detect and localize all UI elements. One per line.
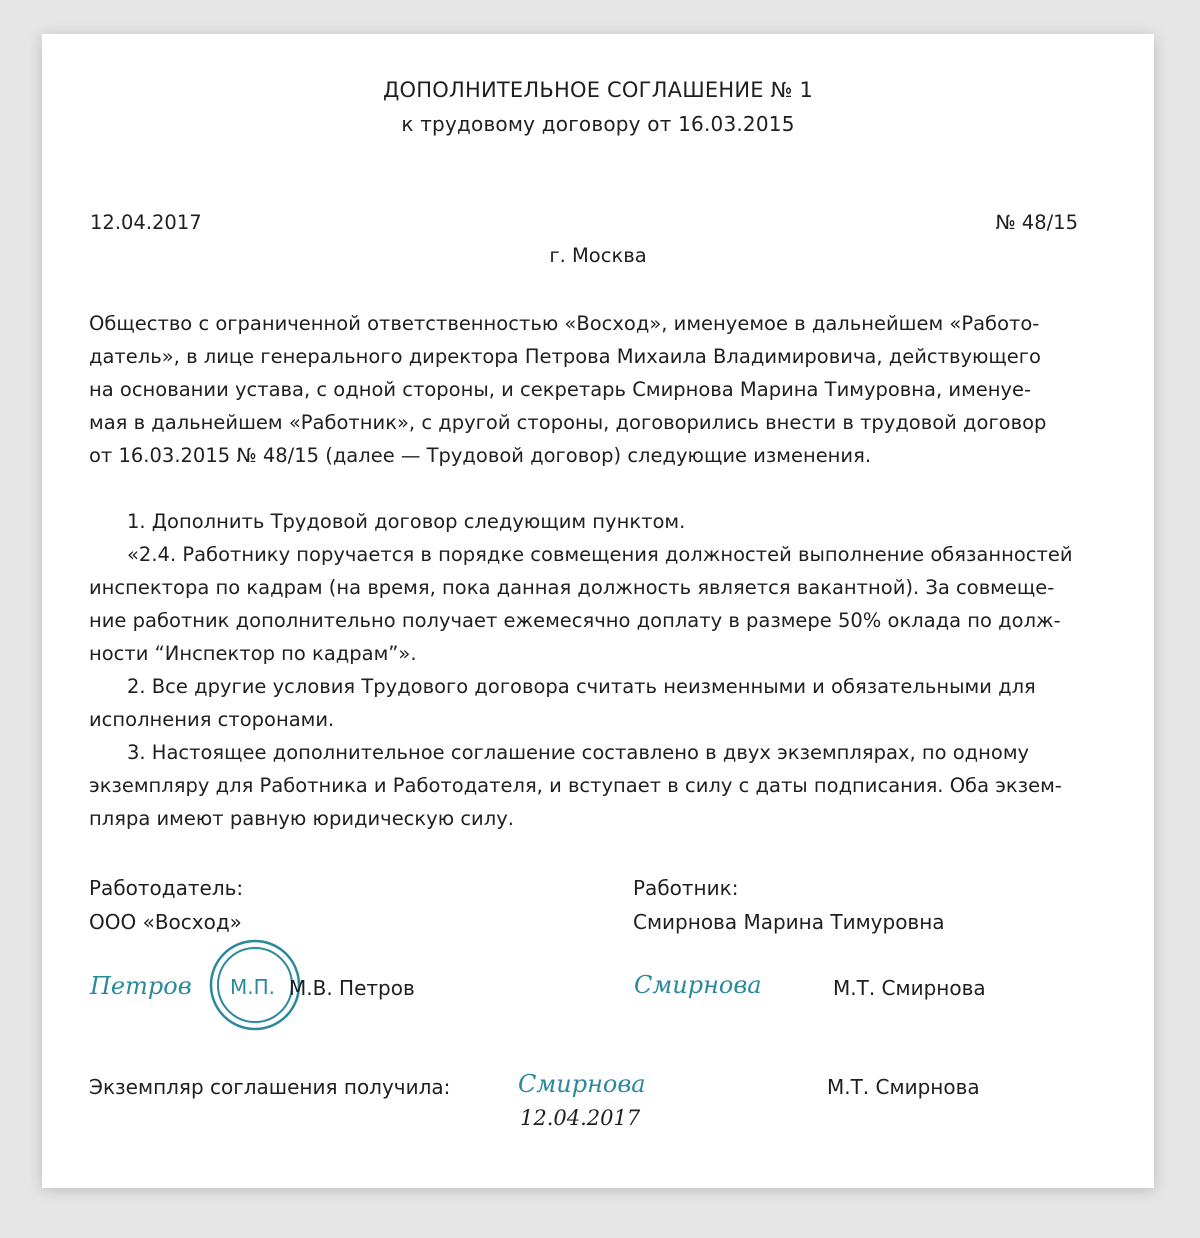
employee-signature: Смирнова (634, 971, 762, 999)
clause-line: 3. Настоящее дополнительное соглашение составлено в двух экземплярах, по одному (127, 741, 1030, 764)
document-subtitle: к трудовому договору от 16.03.2015 (401, 112, 795, 136)
clause-line: пляра имеют равную юридическую силу. (89, 807, 514, 830)
preamble-line: от 16.03.2015 № 48/15 (далее — Трудовой договор) следующие изменения. (89, 444, 872, 467)
preamble (89, 307, 1109, 472)
preamble-line: на основании устава, с одной стороны, и секретарь Смирнова Марина Тимуровна, именуе- (89, 378, 1032, 401)
document-title: ДОПОЛНИТЕЛЬНОЕ СОГЛАШЕНИЕ № 1 (382, 78, 814, 102)
clause-line: экземпляру для Работника и Работодателя, и вступает в силу с даты подписания. Оба экзем- (89, 774, 1062, 797)
employee-org: Смирнова Марина Тимуровна (633, 910, 945, 934)
clause-line: ности “Инспектор по кадрам”». (89, 642, 417, 665)
clause-line: инспектора по кадрам (на время, пока данная должность является вакантной). За совмеще- (89, 576, 1055, 599)
preamble-line: датель», в лице генерального директора Петрова Михаила Владимировича, действующего (89, 345, 1041, 368)
clause-line: «2.4. Работнику поручается в порядке совмещения должностей выполнение обязанностей (127, 543, 1073, 566)
employer-org: ООО «Восход» (89, 910, 242, 934)
clauses (89, 505, 1109, 835)
employee-name: М.Т. Смирнова (833, 976, 986, 1000)
receipt-date: 12.04.2017 (520, 1106, 641, 1130)
clause-line: 2. Все другие условия Трудового договора считать неизменными и обязательными для (127, 675, 1036, 698)
document-city: г. Москва (549, 244, 647, 267)
employer-name: М.В. Петров (289, 976, 415, 1000)
document-date: 12.04.2017 (90, 211, 202, 234)
employer-signature: Петров (90, 972, 192, 1000)
preamble-line: Общество с ограниченной ответственностью «Восход», именуемое в дальнейшем «Работо- (89, 312, 1040, 335)
clause-line: 1. Дополнить Трудовой договор следующим пунктом. (127, 510, 686, 533)
preamble-line: мая в дальнейшем «Работник», с другой стороны, договорились внести в трудовой договор (89, 411, 1047, 434)
stamp-label: М.П. (230, 975, 276, 999)
receipt-signature: Смирнова (518, 1070, 646, 1098)
clause-line: исполнения сторонами. (89, 708, 335, 731)
clause-line: ние работник дополнительно получает ежемесячно доплату в размере 50% оклада по долж- (89, 609, 1061, 632)
document-number: № 48/15 (995, 211, 1078, 234)
receipt-label: Экземпляр соглашения получила: (89, 1075, 451, 1099)
employee-label: Работник: (633, 876, 739, 900)
employer-label: Работодатель: (89, 876, 244, 900)
receipt-name: М.Т. Смирнова (827, 1075, 980, 1099)
